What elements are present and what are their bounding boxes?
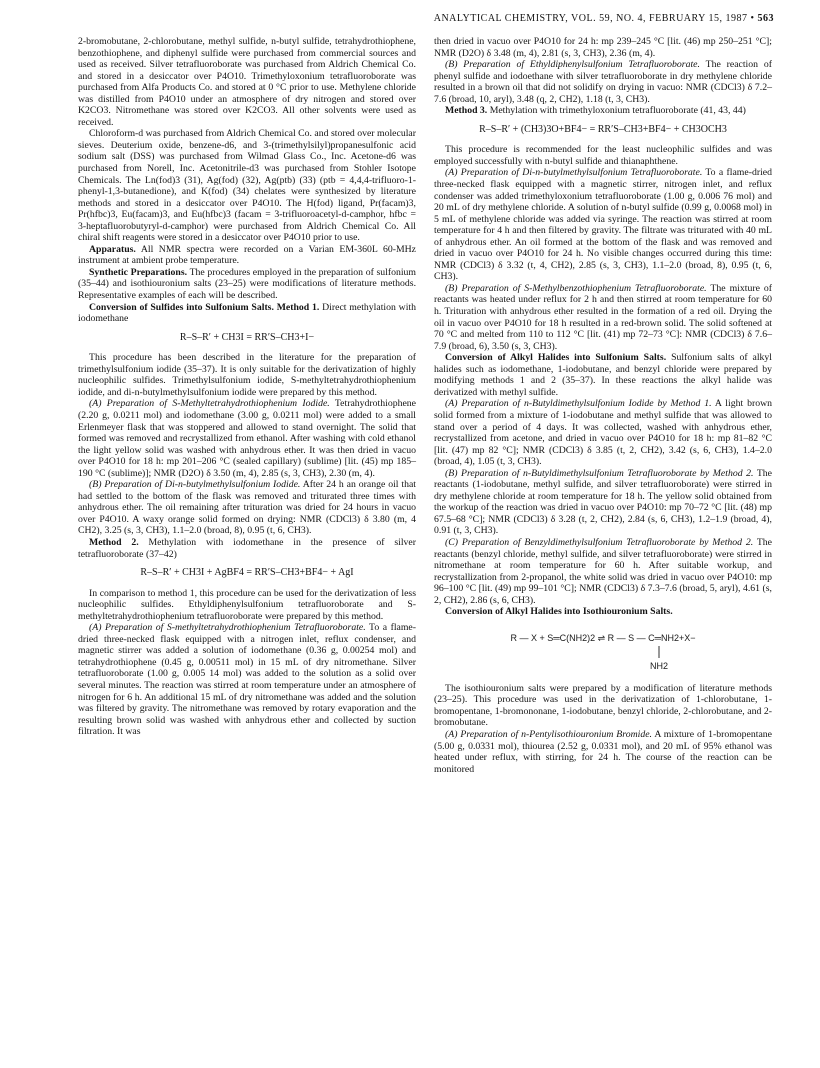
subsection-title: (A) Preparation of S-methyltetrahydrothiophenium Tetrafluoroborate. [89,622,366,634]
equation: R–S–R′ + CH3I = RR′S–CH3+I− [179,331,315,343]
paragraph-body: The reactants (benzyl chloride, methyl sulfide, and silver tetrafluoroborate) were stirred in nitromethane at room temperature for 60 h. After suitable workup, and recrystallization from 2-propanol, the white solid was dried in vacuo over P4O10: mp 96–100 °C [lit. (49) mp 99–101 °C]; NMR (CDCl3) δ 7.3–7.6 (broad, 5, aryl), 4.61 (s, 2, CH2), 2.86 (s, 6, CH3). [434,536,772,606]
section-heading: Synthetic Preparations. [89,266,188,278]
paragraph-body: After 24 h an orange oil that had settled to the bottom of the flask was removed and triturated three times with anhydrous ether. The oil remaining after trituration was dried for 24 hours in vacuo over P4O10. A waxy orange solid formed on drying: NMR (CDCl3) δ 3.80 (m, 4 CH2), 3.25 (s, 3, CH3), 1.1–2.0 (broad, 8), 0.95 (t, 6, CH3). [78,479,417,537]
amino-group-label: NH2 [649,660,669,671]
header-bullet: • [750,13,758,24]
paragraph [434,105,772,117]
paragraph: Chloroform-d was purchased from Aldrich Chemical Co. and stored over molecular sieves. Deuterium oxide, benzene-d6, and 3-(trimethylsilyl)propanesulfonic acid sodium salt (DSS) was purchased from Wilmad Glass Co., Inc. Acetone-d6 was purchased from Norell, Inc. Acetonitrile-d3 was purchased from Stohler Isotope Chemicals. The Ln(fod)3 (31), Ag(fod) (32), Ag(ptb) (33) (ptb = 4,4,4-trifluoro-1-phenyl-1,3-butanedione), and K(fod) (34) chelates were synthesized by literature methods and stored in a desiccator over P4O10. The H(fod) ligand, Pr(facam)3, Pr(hfbc)3, Eu(facam)3, and Eu(hfbc)3 (facam = 3-trifluoroacetyl-d-camphor, hfbc = 3-heptafluorobutyryl-d-camphor) were purchased from Aldrich Chemical Co. All chiral shift reagents were stored in a desiccator over P4O10 prior to use. [78,128,416,244]
running-header [434,13,774,24]
paragraph [78,244,416,267]
paragraph [78,302,416,325]
subsection-title: (B) Preparation of n-Butyldimethylsulfonium Tetrafluoroborate by Method 2. [445,467,754,479]
subsection-title: (C) Preparation of Benzyldimethylsulfonium Tetrafluoroborate by Method 2. [445,536,754,548]
paragraph [78,622,416,737]
paragraph-body: Methylation with trimethyloxonium tetrafluoroborate (41, 43, 44) [489,105,746,117]
paragraph-body: A mixture of 1-bromopentane (5.00 g, 0.0331 mol), thiourea (2.52 g, 0.0331 mol), and 20 mL of 95% ethanol was heated under reflux, with stirring, for 24 h. The course of the reaction can be monitored [434,728,772,775]
section-heading: Conversion of Alkyl Halides into Isothiouronium Salts. [445,606,673,618]
paragraph [434,352,772,398]
paragraph: This procedure has been described in the literature for the preparation of trimethylsulfonium iodide (35–37). It is only suitable for the derivatization of highly nucleophilic sulfides. Trimethylsulfonium iodide, S-methyltetrahydrothiophenium iodide, and di-n-butylmethylsulfonium iodide were prepared by this method. [78,352,416,398]
section-heading: Conversion of Sulfides into Sulfonium Salts. Method 1. [89,301,320,313]
paragraph [434,468,772,537]
equation: R–S–R′ + (CH3)3O+BF4− = RR′S–CH3+BF4− + CH3OCH3 [479,123,727,135]
left-column [78,36,416,738]
page-number: 563 [757,13,774,24]
paragraph: 2-bromobutane, 2-chlorobutane, methyl sulfide, n-butyl sulfide, tetrahydrothiophene, benzothiophene, and diphenyl sulfide were purchased from commercial sources and used as received. Silver tetrafluoroborate was purchased from Aldrich Chemical Co. and stored in a desiccator over P4O10. Trimethyloxonium tetrafluoroborate was purchased from Alfa Products Co. and stored at 0 °C prior to use. Methylene chloride was distilled from P4O10 under an atmosphere of dry nitrogen and stored over K2CO3. Nitromethane was stored over K2CO3. All other solvents were used as received. [78,36,416,128]
isothiouronium-reaction-scheme [453,627,753,673]
paragraph-body: Direct methylation with iodomethane [78,301,416,325]
paragraph: then dried in vacuo over P4O10 for 24 h: mp 239–245 °C [lit. (46) mp 250–251 °C]; NMR (D2O) δ 3.48 (m, 4), 2.81 (s, 3, CH3), 2.36 (m, 4). [434,36,772,59]
subsection-title: (A) Preparation of S-Methyltetrahydrothiophenium Iodide. [89,398,330,410]
right-column [434,36,772,775]
paragraph-body: The reaction of phenyl sulfide and iodoethane with silver tetrafluoroborate in dry methylene chloride resulted in a brown oil that did not solidify on drying in vacuo: NMR (CDCl3) δ 7.2–7.6 (broad, 10, aryl), 3.48 (q, 2, CH2), 1.18 (t, 3, CH3). [434,59,772,105]
paragraph [78,537,416,560]
paragraph-body: The mixture of reactants was heated under reflux for 2 h and then stirred at room temperature for 60 h. Trituration with anhydrous ether resulted in the formation of a red oil. Drying the oil in vacuo over P4O10 for 18 h resulted in a red-brown solid. The solid softened at 70 °C and melted from 110 to 112 °C [lit. (41) mp 72–73 °C]: NMR (CDCl3) δ 7.6–7.9 (broad, 6), 3.50 (s, 3, CH3). [434,282,773,352]
paragraph-body: Methylation with iodomethane in the presence of silver tetrafluoroborate (37–42) [78,536,416,560]
paragraph [434,167,772,282]
paragraph [434,59,772,105]
section-heading: Method 3. [445,105,488,117]
paragraph-body: All NMR spectra were recorded on a Varian EM-360L 60-MHz instrument at ambient probe temperature. [78,243,416,267]
paragraph-body: The reactants (1-iodobutane, methyl sulfide, and silver tetrafluoroborate) were stirred in dry methylene chloride at room temperature for 18 h. The yellow solid obtained from the workup of the reaction was dried in vacuo over P4O10: mp 70–72 °C [lit. (48) mp 67.5–68 °C]; NMR (CDCl3) δ 3.28 (t, 2, CH2), 2.84 (s, 6, CH3), 1.2–1.9 (broad, 4), 0.91 (t, 3, CH3). [434,467,773,537]
subsection-title: (B) Preparation of Di-n-butylmethylsulfonium Iodide. [89,479,301,491]
paragraph [78,398,416,479]
paragraph-body: A light brown solid formed from a mixture of 1-iodobutane and methyl sulfide that was allowed to stand over a period of 4 days. It was collected, washed with anhydrous ether, recrystallized from acetone, and dried in vacuo over P4O10 for 18 h: mp 81–82 °C [lit. (47) mp 82 °C]; NMR (CDCl3) δ 3.85 (t, 2, CH2), 3.42 (s, 6, CH3), 1.4–2.0 (broad, 4), 1.05 (t, 3, CH3). [434,398,772,468]
paragraph [434,606,772,618]
subsection-title: (A) Preparation of n-Pentylisothiouronium Bromide. [445,728,652,740]
paragraph-body: The procedures employed in the preparation of sulfonium (35–44) and isothiouronium salts (23–25) were modifications of literature methods. Representative examples of each will be described. [78,266,417,302]
paragraph-body: To a flame-dried three-necked flask equipped with a magnetic stirrer, nitrogen inlet, and reflux condenser was added trimethyloxonium tetrafluoroborate (1.00 g, 0.006 76 mol) and 20 mL of dry methylene chloride. A solution of n-butyl sulfide (0.99 g, 0.0068 mol) in 5 mL of methylene chloride was added via syringe. The reaction was stirred at room temperature for 4 h and then filtered by gravity. The filtrate was triturated with 40 mL of anhydrous ether. An oil formed at the bottom of the flask and was removed and dried in vacuo over P4O10 for 24 h. No visible changes occurred during this time: NMR (CDCl3) δ 3.32 (t, 4, CH2), 2.85 (s, 3, CH3), 1.1–2.0 (broad, 8), 0.95 (t, 6, CH3). [434,167,772,283]
subsection-title: (A) Preparation of n-Butyldimethylsulfonium Iodide by Method 1. [445,398,712,410]
paragraph: This procedure is recommended for the least nucleophilic sulfides and was employed successfully with n-butyl sulfide and thianaphthene. [434,144,772,167]
paragraph: The isothiouronium salts were prepared by a modification of literature methods (23–25). This procedure was used in the derivatization of 1-chlorobutane, 1-bromopentane, 1-bromononane, 1-iodobutane, benzyl chloride, 2-chlorobutane, and 2-bromobutane. [434,682,772,729]
paragraph-body: Sulfonium salts of alkyl halides such as iodomethane, 1-iodobutane, and benzyl chloride were prepared by modifying methods 1 and 2 (35–37). In these reactions the alkyl halide was derivatized with methyl sulfide. [434,352,773,398]
paragraph-body: Tetrahydrothiophene (2.20 g, 0.0211 mol) and iodomethane (3.00 g, 0.0211 mol) were added to a small Erlenmeyer flask that was stoppered and allowed to stand overnight. The solid that formed was removed and recrystallized from ethanol. After washing with cold ethanol the light yellow solid was washed with anhydrous ether. It was then dried in vacuo over P4O10 for 18 h: mp 201–206 °C (sealed capillary) (sublime) [lit. (45) mp 185–190 °C (sublime)]; NMR (D2O) δ 3.50 (m, 4), 2.85 (s, 3, CH3), 2.30 (m, 4). [78,398,416,479]
section-heading: Method 2. [89,536,139,548]
paragraph: In comparison to method 1, this procedure can be used for the derivatization of less nucleophilic sulfides. Ethyldiphenylsulfonium tetrafluoroborate and S-methyltetrahydrothiophenium tetrafluoroborate were prepared by this method. [78,587,416,622]
paragraph [78,267,416,302]
paragraph [434,283,772,352]
paragraph [434,729,772,775]
paragraph [434,398,772,467]
subsection-title: (B) Preparation of S-Methylbenzothiophenium Tetrafluoroborate. [445,282,707,294]
paragraph [434,537,772,606]
subsection-title: (A) Preparation of Di-n-butylmethylsulfonium Tetrafluoroborate. [445,167,703,179]
reaction-equation: R — X + S═C(NH2)2 ⇌ R — S — C═NH2+X− [510,632,696,643]
running-head: ANALYTICAL CHEMISTRY, VOL. 59, NO. 4, FEBRUARY 15, 1987 [433,13,748,24]
equation: R–S–R′ + CH3I + AgBF4 = RR′S–CH3+BF4− + AgI [140,567,354,579]
subsection-title: (B) Preparation of Ethyldiphenylsulfonium Tetrafluoroborate. [445,59,700,71]
section-heading: Conversion of Alkyl Halides into Sulfonium Salts. [445,352,667,364]
paragraph-body: To a flame-dried three-necked flask equipped with a nitrogen inlet, reflux condenser, and magnetic stirrer was added a solution of iodomethane (0.36 g, 0.00254 mol) and tetrahydrothiophene (0.45 g, 0.00511 mol) in 15 mL of dry nitromethane. Silver tetrafluoroborate (1.00 g, 0.005 14 mol) was added to the solution as a solid over several minutes. The reaction was stirred at room temperature under an atmosphere of nitrogen for 6 h. An additional 15 mL of dry nitromethane was added and the solution was filtered by gravity. The nitromethane was removed by rotary evaporation and the resulting brown solid was washed with anhydrous ether and collected by suction filtration. It was [78,622,417,738]
paragraph [78,479,416,537]
section-heading: Apparatus. [89,243,136,255]
